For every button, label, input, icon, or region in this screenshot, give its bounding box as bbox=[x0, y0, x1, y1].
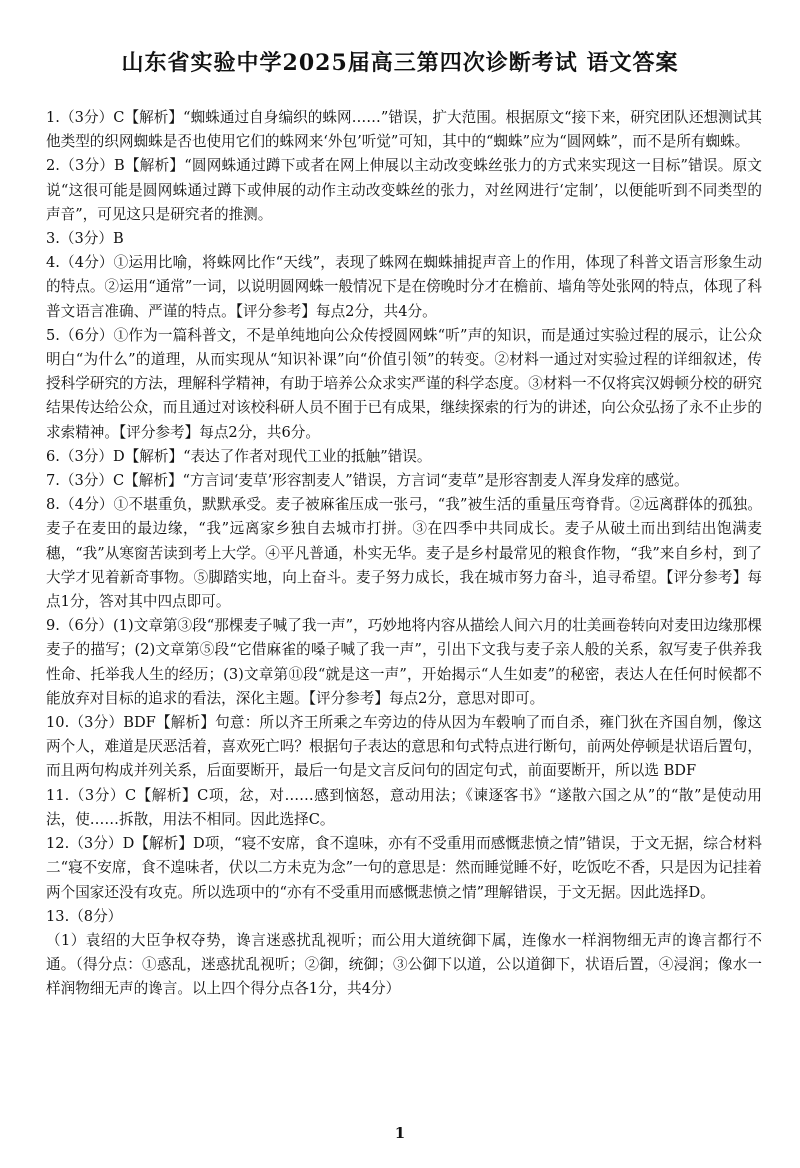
answer-item-5: 5.（6分）①作为一篇科普文，不是单纯地向公众传授圆网蛛“听”声的知识，而是通过实验过程的展示，让公众明白“为什么”的道理，从而实现从“知识补课”向“价值引领”的转变。②材料一通过对实验过程的详细叙述，传授科学研究的方法，理解科学精神，有助于培养公众求实严谨的科学态度。③材料一不仅将宾汉姆顿分校的研究结果传达给公众，而且通过对该校科研人员不囿于已有成果，继续探索的行为的讲述，向公众弘扬了永不止步的求索精神。【评分参考】每点2分，共6分。 bbox=[46, 326, 762, 441]
answer-item-13: 13.（8分） bbox=[46, 907, 123, 925]
answer-item-1: 1.（3分）C【解析】“蜘蛛通过自身编织的蛛网……”错误，扩大范围。根据原文“接下来，研究团队还想测试其他类型的织网蜘蛛是否也使用它们的蛛网来‘外包’听觉”可知，其中的“蜘蛛”应为“圆网蛛”，而不是所有蜘蛛。 bbox=[46, 109, 762, 151]
answer-item-4: 4.（4分）①运用比喻，将蛛网比作“天线”，表现了蛛网在蜘蛛捕捉声音上的作用，体现了科普文语言形象生动的特点。②运用“通常”一词，以说明圆网蛛一般情况下是在傍晚时分才在檐前、墙角等处张网的特点，体现了科普文语言准确、严谨的特点。【评分参考】每点2分，共4分。 bbox=[46, 254, 762, 320]
answer-item-9: 9.（6分）(1)文章第③段“那棵麦子喊了我一声”，巧妙地将内容从描绘人间六月的壮美画卷转向对麦田边缘那棵麦子的描写；(2)文章第⑤段“它借麻雀的嗓子喊了我一声”，引出下文我与麦子亲人般的关系，叙写麦子供养我性命、托举我人生的经历；(3)文章第⑪段“就是这一声”，开始揭示“人生如麦”的秘密，表达人在任何时候都不能放弃对目标的追求的看法，深化主题。【评分参考】每点2分，意思对即可。 bbox=[46, 617, 762, 707]
page-number: 1 bbox=[394, 1124, 406, 1142]
answer-item-12: 12.（3分）D【解析】D项，“寝不安席，食不遑味，亦有不受重用而感慨悲愤之情”错误，于文无据，综合材料二“寝不安席，食不遑味者，伏以二方未克为念”一句的意思是：然而睡觉睡不好，吃饭吃不香，只是因为记挂着两个国家还没有攻克。所以选项中的“亦有不受重用而感慨悲愤之情”理解错误，于文无据。因此选择D。 bbox=[46, 835, 762, 901]
answer-item-11: 11.（3分）C【解析】C项，忿，对……感到恼怒，意动用法；《谏逐客书》“遂散六国之从”的“散”是使动用法，使……拆散，用法不相同。因此选择C。 bbox=[46, 786, 762, 828]
answer-item-8: 8.（4分）①不堪重负，默默承受。麦子被麻雀压成一张弓，“我”被生活的重量压弯脊背。②远离群体的孤独。麦子在麦田的最边缘，“我”远离家乡独自去城市打拼。③在四季中共同成长。麦子从破土而出到结出饱满麦穗，“我”从寒窗苦读到考上大学。④平凡普通，朴实无华。麦子是乡村最常见的粮食作物，“我”来自乡村，到了大学才见着新奇事物。⑤脚踏实地，向上奋斗。麦子努力成长，我在城市努力奋斗，追寻希望。【评分参考】每点1分，答对其中四点即可。 bbox=[46, 496, 762, 611]
answer-item-13-part-1: （1）袁绍的大臣争权夺势，谗言迷惑扰乱视听；而公用大道统御下属，连像水一样润物细无声的谗言都行不通。（得分点：①惑乱，迷惑扰乱视听；②御，统御；③公御下以道，公以道御下，状语后置，④浸润；像水一样润物细无声的谗言。以上四个得分点各1分，共4分） bbox=[46, 931, 762, 998]
answer-item-6: 6.（3分）D【解析】“表达了作者对现代工业的抵触”错误。 bbox=[46, 447, 432, 465]
answer-item-3: 3.（3分）B bbox=[46, 230, 124, 248]
answer-item-10: 10.（3分）BDF【解析】句意：所以齐王所乘之车旁边的侍从因为车毂响了而自杀，雍门狄在齐国自刎，像这两个人，难道是厌恶活着，喜欢死亡吗？根据句子表达的意思和句式特点进行断句，前两处停顿是状语后置句，而且两句构成并列关系，后面要断开，最后一句是文言反问句的固定句式，前面要断开，所以选 BDF bbox=[46, 714, 762, 780]
answer-body bbox=[46, 106, 762, 1002]
page-title: 山东省实验中学2025届高三第四次诊断考试 语文答案 bbox=[121, 50, 679, 76]
answer-item-7: 7.（3分）C【解析】“方言词‘麦草’形容割麦人”错误，方言词“麦草”是形容割麦人浑身发痒的感觉。 bbox=[46, 472, 689, 490]
answer-item-2: 2.（3分）B【解析】“圆网蛛通过蹲下或者在网上伸展以主动改变蛛丝张力的方式来实现这一目标”错误。原文说“这很可能是圆网蛛通过蹲下或伸展的动作主动改变蛛丝的张力，对丝网进行‘定制’，以便能听到不同类型的声音”，可见这只是研究者的推测。 bbox=[46, 157, 762, 223]
